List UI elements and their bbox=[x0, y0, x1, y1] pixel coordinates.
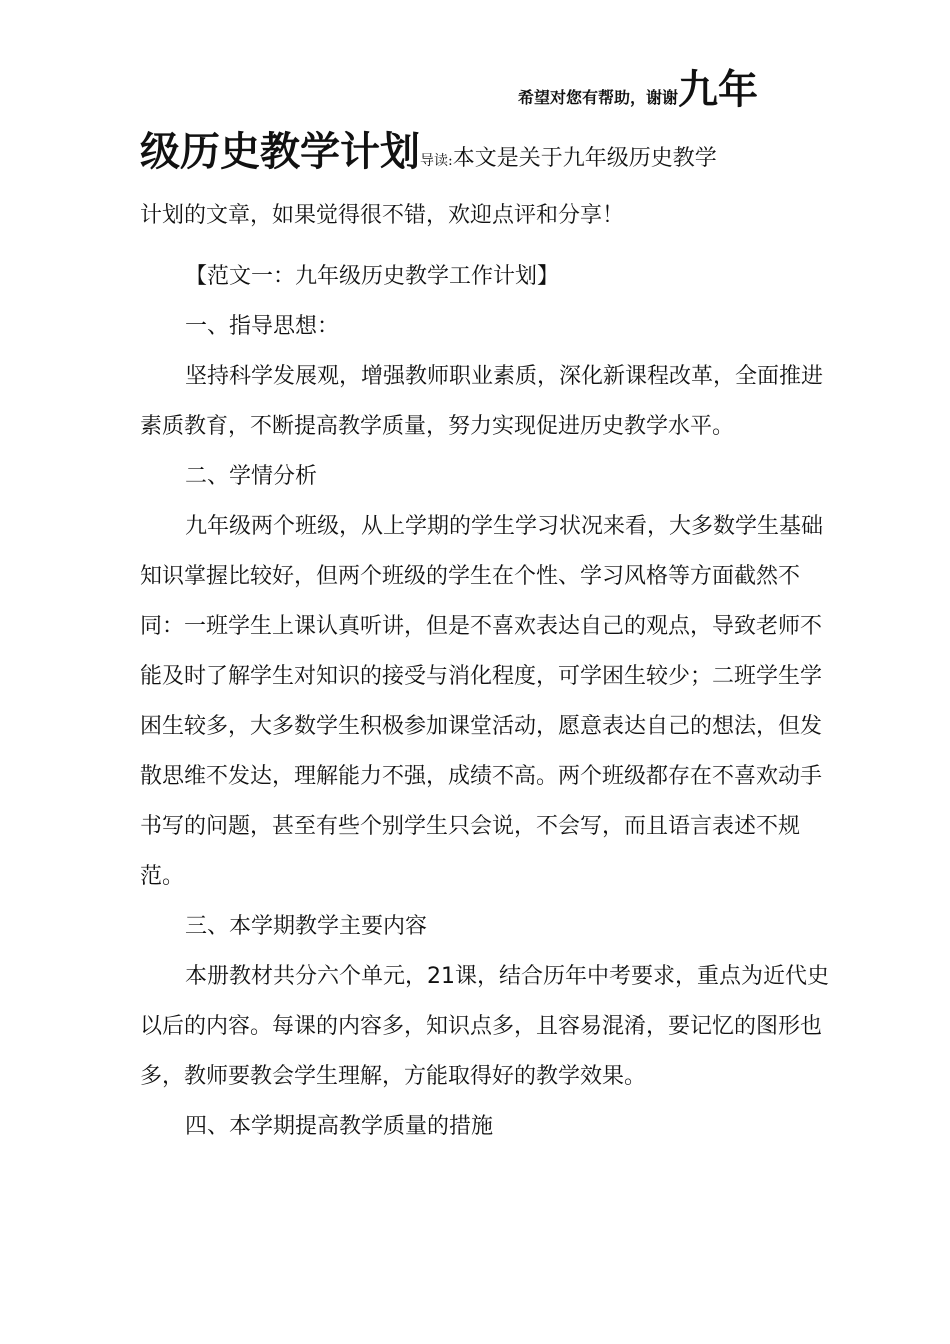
header-note: 希望对您有帮助，谢谢 bbox=[518, 88, 679, 107]
paragraph-main-content: 本册教材共分六个单元，21课，结合历年中考要求，重点为近代史以后的内容。每课的内容多，知识点多，且容易混淆，要记忆的图形也多，教师要教会学生理解，方能取得好的教学效果。 bbox=[140, 964, 829, 1089]
document-body bbox=[140, 252, 830, 1152]
section-heading-guiding-ideology: 一、指导思想： bbox=[185, 314, 340, 339]
sample-heading: 【范文一：九年级历史教学工作计划】 bbox=[185, 264, 560, 289]
paragraph-guiding-ideology: 坚持科学发展观，增强教师职业素质，深化新课程改革，全面推进素质教育，不断提高教学质量，努力实现促进历史教学水平。 bbox=[140, 364, 824, 439]
document-title-part1: 九年 bbox=[678, 67, 759, 113]
intro-text-line2: 计划的文章，如果觉得很不错，欢迎点评和分享！ bbox=[140, 203, 625, 228]
header-line bbox=[518, 58, 758, 115]
section-heading-student-analysis: 二、学情分析 bbox=[185, 464, 318, 489]
document-title-part2: 级历史教学计划 bbox=[140, 129, 420, 175]
title-line bbox=[140, 120, 717, 177]
paragraph-student-analysis: 九年级两个班级，从上学期的学生学习状况来看，大多数学生基础知识掌握比较好，但两个班级的学生在个性、学习风格等方面截然不同：一班学生上课认真听讲，但是不喜欢表达自己的观点，导致老师不能及时了解学生对知识的接受与消化程度，可学困生较少；二班学生学困生较多，大多数学生积极参加课堂活动，愿意表达自己的想法，但发散思维不发达，理解能力不强，成绩不高。两个班级都存在不喜欢动手书写的问题，甚至有些个别学生只会说，不会写，而且语言表述不规范。 bbox=[140, 514, 824, 889]
section-heading-main-content: 三、本学期教学主要内容 bbox=[185, 914, 428, 939]
intro-label: 导读: bbox=[420, 153, 453, 169]
intro-text-line1: 本文是关于九年级历史教学 bbox=[452, 146, 717, 171]
section-heading-measures: 四、本学期提高教学质量的措施 bbox=[185, 1114, 494, 1139]
